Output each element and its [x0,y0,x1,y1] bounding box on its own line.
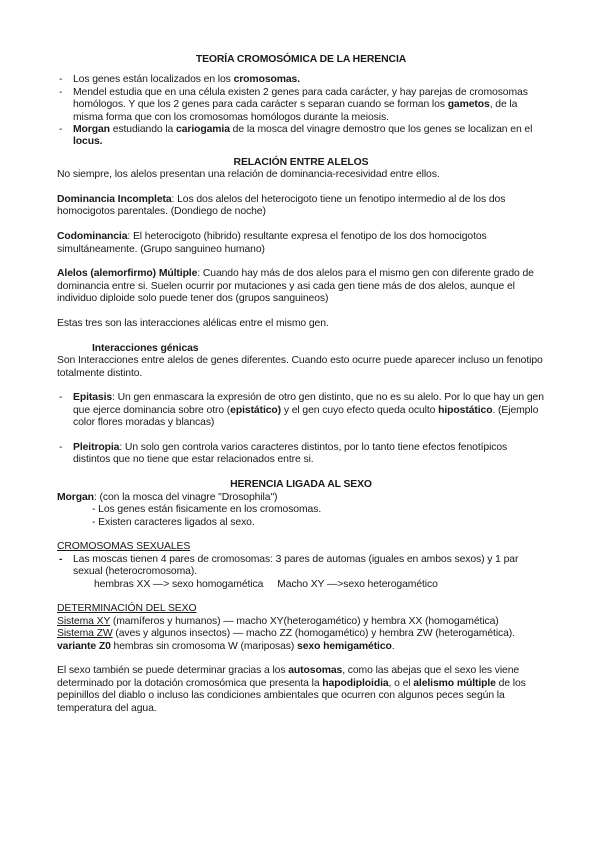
page-title: TEORÍA CROMOSÓMICA DE LA HERENCIA [195,54,407,65]
multiple-paragraph: Alelos (alemorfirmo) Múltiple: Cuando hay más de dos alelos para el mismo gen con diferente grado de dominancia entre si. Suelen ocurrir por mutaciones y asi cada gen tiene más de dos alelos, aunque el individuo diploide solo puede tener dos (grupos sanguineos) [57,268,534,305]
morgan-item: - Los genes están fisicamente en los cromosomas. [92,504,322,516]
document-body [57,54,545,715]
intro-list [57,74,545,148]
alelos-closing: Estas tres son las interacciones alélicas entre el mismo gen. [57,318,329,330]
morgan-item: - Existen caracteres ligados al sexo. [92,516,255,528]
section-heading-sexo: HERENCIA LIGADA AL SEXO [230,479,372,491]
list-item: - Las moscas tienen 4 pares de cromosomas: 3 pares de automas (iguales en ambos sexos) y 1 par sexual (heterocromosoma). [59,553,519,578]
bullet-mark: - [59,392,63,404]
genicas-list [57,392,545,466]
bullet-mark: - [59,124,63,136]
bullet-mark: - [59,553,63,565]
section-heading-genicas: Interacciones génicas [92,342,199,354]
final-paragraph: El sexo también se puede determinar gracias a los autosomas, como las abejas que el sexo les viene determinado por la dotación cromosómica que presenta la hapodiploidia, o el alelismo múltiple de los pepinillos del diablo o incluso las condiciones ambientales que ocurren con algunos peces según la temperatura del agua. [57,665,526,714]
dominancia-paragraph: Dominancia Incompleta: Los dos alelos del heterocigoto tiene un fenotipo intermedio al de los dos homocigotos parentales. (Dondiego de noche) [57,194,506,218]
sistema-xy: Sistema XY (mamíferos y humanos) — macho XY(heterogamético) y hembra XX (homogamética) [57,615,499,627]
bullet-mark: - [59,86,63,98]
genicas-intro: Son Interacciones entre alelos de genes diferentes. Cuando esto ocurre puede aparecer incluso un fenotipo totalmente distinto. [57,355,543,379]
morgan-line: Morgan: (con la mosca del vinagre "Drosophila") [57,491,278,503]
sistema-zw: Sistema ZW (aves y algunos insectos) — macho ZZ (homogamético) y hembra ZW (heterogamética). variante Z0 hembras sin cromosoma W (mariposas) sexo hemigamético. [57,628,515,652]
list-item-pleitropia: - Pleitropia: Un solo gen controla varios caracteres distintos, por lo tanto tiene efectos fenotípicos distintos que no tiene que estar relacionados entre si. [59,442,508,466]
cromosomas-heading: CROMOSOMAS SEXUALES [57,541,191,553]
cromosomas-list [57,554,545,579]
section-heading-alelos: RELACIÓN ENTRE ALELOS [233,156,369,168]
bullet-mark: - [59,442,63,454]
list-item: - Mendel estudia que en una célula existen 2 genes para cada carácter, y hay parejas de cromosomas homólogos. Y que los 2 genes para cada carácter s separan cuando se forman los gametos, de la misma forma que con los cromosomas homólogos durante la meiosis. [59,86,528,123]
list-item: - Morgan estudiando la cariogamia de la mosca del vinagre demostro que los genes se localizan en el locus. [59,124,533,148]
alelos-intro: No siempre, los alelos presentan una relación de dominancia-recesividad entre ellos. [57,169,440,181]
determinacion-heading: DETERMINACIÓN DEL SEXO [57,603,197,615]
bullet-mark: - [59,74,63,86]
list-item: - Los genes están localizados en los cromosomas. [59,74,301,86]
cromosomas-line: hembras XX —> sexo homogamética Macho XY —>sexo heterogamético [94,578,438,590]
list-item-epitasis: - Epitasis: Un gen enmascara la expresión de otro gen distinto, que no es su alelo. Por lo que hay un gen que ejerce dominancia sobre otro (epistático) y el gen cuyo efecto queda oculto hipostático. (Ejemplo color flores moradas y blancas) [59,392,544,429]
codominancia-paragraph: Codominancia: El heterocigoto (hibrido) resultante expresa el fenotipo de los dos homocigotos simultáneamente. (Grupo sanguineo humano) [57,231,487,255]
